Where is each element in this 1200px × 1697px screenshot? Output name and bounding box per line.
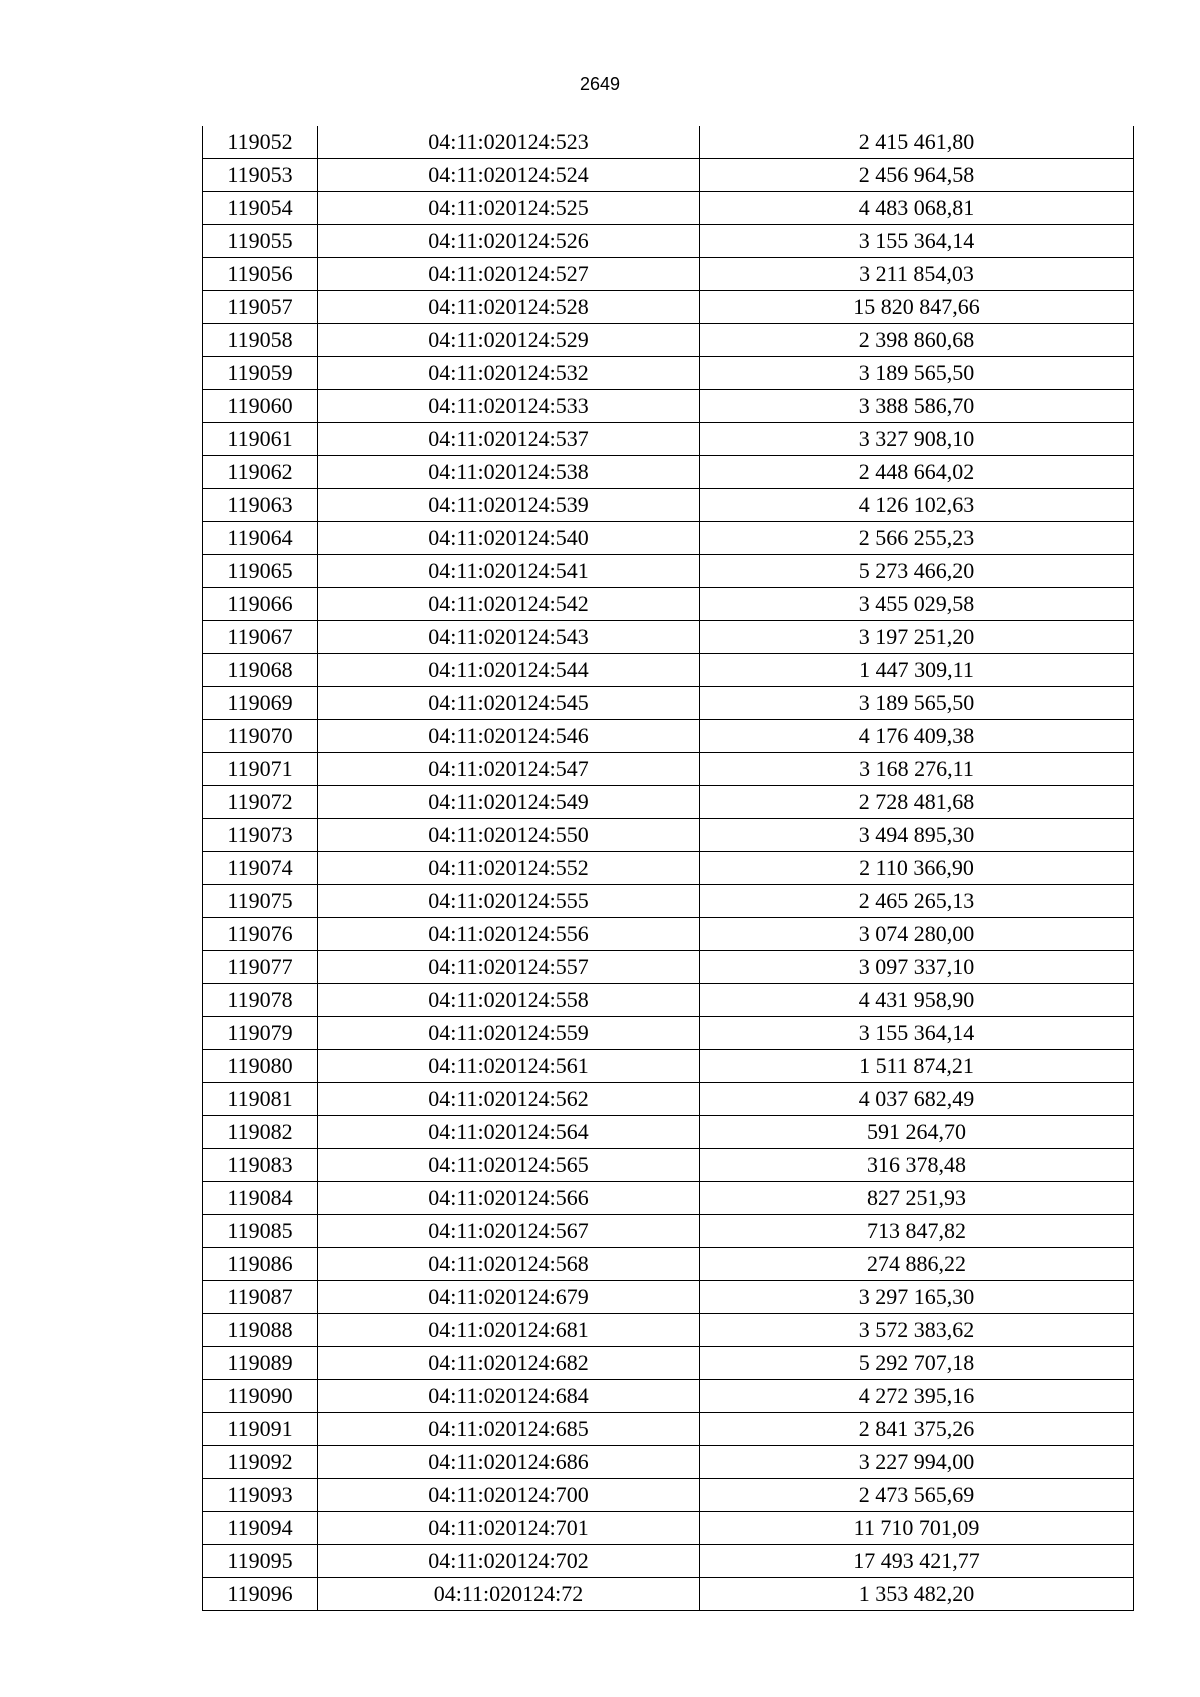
row-number-cell: 119063: [203, 489, 318, 522]
value-cell: 591 264,70: [700, 1116, 1134, 1149]
cadastral-number-cell: 04:11:020124:564: [318, 1116, 700, 1149]
row-number-cell: 119079: [203, 1017, 318, 1050]
row-number-cell: 119056: [203, 258, 318, 291]
table-row: [203, 1281, 1134, 1314]
row-number-cell: 119092: [203, 1446, 318, 1479]
table-row: [203, 357, 1134, 390]
table-row: [203, 1017, 1134, 1050]
row-number-cell: 119094: [203, 1512, 318, 1545]
value-cell: 3 327 908,10: [700, 423, 1134, 456]
row-number-cell: 119054: [203, 192, 318, 225]
row-number-cell: 119091: [203, 1413, 318, 1446]
row-number-cell: 119070: [203, 720, 318, 753]
table-row: [203, 489, 1134, 522]
table-row: [203, 984, 1134, 1017]
row-number-cell: 119062: [203, 456, 318, 489]
row-number-cell: 119061: [203, 423, 318, 456]
row-number-cell: 119080: [203, 1050, 318, 1083]
table-row: [203, 819, 1134, 852]
value-cell: 17 493 421,77: [700, 1545, 1134, 1578]
cadastral-number-cell: 04:11:020124:550: [318, 819, 700, 852]
row-number-cell: 119089: [203, 1347, 318, 1380]
cadastral-number-cell: 04:11:020124:527: [318, 258, 700, 291]
cadastral-number-cell: 04:11:020124:537: [318, 423, 700, 456]
cadastral-number-cell: 04:11:020124:544: [318, 654, 700, 687]
row-number-cell: 119074: [203, 852, 318, 885]
cadastral-number-cell: 04:11:020124:558: [318, 984, 700, 1017]
cadastral-number-cell: 04:11:020124:72: [318, 1578, 700, 1611]
cadastral-number-cell: 04:11:020124:555: [318, 885, 700, 918]
value-cell: 4 272 395,16: [700, 1380, 1134, 1413]
table-row: [203, 1413, 1134, 1446]
cadastral-number-cell: 04:11:020124:542: [318, 588, 700, 621]
table-row: [203, 1215, 1134, 1248]
table-row: [203, 720, 1134, 753]
cadastral-number-cell: 04:11:020124:525: [318, 192, 700, 225]
cadastral-number-cell: 04:11:020124:700: [318, 1479, 700, 1512]
value-cell: 274 886,22: [700, 1248, 1134, 1281]
page-number: 2649: [579, 74, 621, 94]
row-number-cell: 119086: [203, 1248, 318, 1281]
value-cell: 1 353 482,20: [700, 1578, 1134, 1611]
value-cell: 2 465 265,13: [700, 885, 1134, 918]
table-row: [203, 291, 1134, 324]
value-cell: 3 074 280,00: [700, 918, 1134, 951]
data-table-container: [202, 126, 1133, 1611]
cadastral-number-cell: 04:11:020124:529: [318, 324, 700, 357]
row-number-cell: 119059: [203, 357, 318, 390]
cadastral-number-cell: 04:11:020124:547: [318, 753, 700, 786]
table-row: [203, 456, 1134, 489]
value-cell: 3 297 165,30: [700, 1281, 1134, 1314]
value-cell: 2 110 366,90: [700, 852, 1134, 885]
row-number-cell: 119087: [203, 1281, 318, 1314]
row-number-cell: 119065: [203, 555, 318, 588]
row-number-cell: 119064: [203, 522, 318, 555]
table-row: [203, 555, 1134, 588]
row-number-cell: 119068: [203, 654, 318, 687]
value-cell: 2 566 255,23: [700, 522, 1134, 555]
cadastral-number-cell: 04:11:020124:539: [318, 489, 700, 522]
cadastral-number-cell: 04:11:020124:566: [318, 1182, 700, 1215]
row-number-cell: 119073: [203, 819, 318, 852]
cadastral-number-cell: 04:11:020124:532: [318, 357, 700, 390]
table-row: [203, 1149, 1134, 1182]
table-row: [203, 1512, 1134, 1545]
table-row: [203, 1116, 1134, 1149]
cadastral-number-cell: 04:11:020124:533: [318, 390, 700, 423]
table-row: [203, 192, 1134, 225]
value-cell: 4 431 958,90: [700, 984, 1134, 1017]
cadastral-number-cell: 04:11:020124:524: [318, 159, 700, 192]
value-cell: 1 447 309,11: [700, 654, 1134, 687]
row-number-cell: 119093: [203, 1479, 318, 1512]
table-row: [203, 786, 1134, 819]
value-cell: 2 841 375,26: [700, 1413, 1134, 1446]
row-number-cell: 119081: [203, 1083, 318, 1116]
value-cell: 4 176 409,38: [700, 720, 1134, 753]
value-cell: 316 378,48: [700, 1149, 1134, 1182]
table-row: [203, 1248, 1134, 1281]
value-cell: 3 197 251,20: [700, 621, 1134, 654]
cadastral-number-cell: 04:11:020124:681: [318, 1314, 700, 1347]
table-row: [203, 258, 1134, 291]
table-row: [203, 1479, 1134, 1512]
value-cell: 713 847,82: [700, 1215, 1134, 1248]
row-number-cell: 119072: [203, 786, 318, 819]
table-row: [203, 951, 1134, 984]
value-cell: 11 710 701,09: [700, 1512, 1134, 1545]
table-row: [203, 1545, 1134, 1578]
value-cell: 2 448 664,02: [700, 456, 1134, 489]
table-row: [203, 687, 1134, 720]
table-row: [203, 324, 1134, 357]
table-row: [203, 522, 1134, 555]
row-number-cell: 119060: [203, 390, 318, 423]
table-row: [203, 390, 1134, 423]
cadastral-number-cell: 04:11:020124:562: [318, 1083, 700, 1116]
cadastral-number-cell: 04:11:020124:568: [318, 1248, 700, 1281]
table-row: [203, 1182, 1134, 1215]
cadastral-number-cell: 04:11:020124:545: [318, 687, 700, 720]
cadastral-number-cell: 04:11:020124:702: [318, 1545, 700, 1578]
value-cell: 3 189 565,50: [700, 357, 1134, 390]
cadastral-number-cell: 04:11:020124:556: [318, 918, 700, 951]
cadastral-number-cell: 04:11:020124:538: [318, 456, 700, 489]
cadastral-number-cell: 04:11:020124:565: [318, 1149, 700, 1182]
cadastral-number-cell: 04:11:020124:552: [318, 852, 700, 885]
value-cell: 2 473 565,69: [700, 1479, 1134, 1512]
table-row: [203, 852, 1134, 885]
cadastral-number-cell: 04:11:020124:561: [318, 1050, 700, 1083]
value-cell: 3 155 364,14: [700, 1017, 1134, 1050]
row-number-cell: 119076: [203, 918, 318, 951]
cadastral-number-cell: 04:11:020124:540: [318, 522, 700, 555]
value-cell: 3 388 586,70: [700, 390, 1134, 423]
table-row: [203, 753, 1134, 786]
table-row: [203, 1050, 1134, 1083]
cadastral-number-cell: 04:11:020124:701: [318, 1512, 700, 1545]
cadastral-number-cell: 04:11:020124:541: [318, 555, 700, 588]
value-cell: 3 189 565,50: [700, 687, 1134, 720]
value-cell: 1 511 874,21: [700, 1050, 1134, 1083]
cadastral-number-cell: 04:11:020124:528: [318, 291, 700, 324]
row-number-cell: 119090: [203, 1380, 318, 1413]
cadastral-number-cell: 04:11:020124:682: [318, 1347, 700, 1380]
table-row: [203, 1446, 1134, 1479]
table-row: [203, 885, 1134, 918]
cadastral-number-cell: 04:11:020124:567: [318, 1215, 700, 1248]
value-cell: 2 398 860,68: [700, 324, 1134, 357]
value-cell: 3 227 994,00: [700, 1446, 1134, 1479]
table-row: [203, 588, 1134, 621]
row-number-cell: 119057: [203, 291, 318, 324]
value-cell: 3 572 383,62: [700, 1314, 1134, 1347]
row-number-cell: 119088: [203, 1314, 318, 1347]
row-number-cell: 119052: [203, 126, 318, 159]
row-number-cell: 119095: [203, 1545, 318, 1578]
value-cell: 2 415 461,80: [700, 126, 1134, 159]
table-row: [203, 423, 1134, 456]
table-row: [203, 1347, 1134, 1380]
value-cell: 2 728 481,68: [700, 786, 1134, 819]
row-number-cell: 119078: [203, 984, 318, 1017]
row-number-cell: 119071: [203, 753, 318, 786]
row-number-cell: 119067: [203, 621, 318, 654]
table-row: [203, 1083, 1134, 1116]
table-row: [203, 621, 1134, 654]
cadastral-number-cell: 04:11:020124:559: [318, 1017, 700, 1050]
table-row: [203, 159, 1134, 192]
table-row: [203, 1578, 1134, 1611]
row-number-cell: 119082: [203, 1116, 318, 1149]
value-cell: 827 251,93: [700, 1182, 1134, 1215]
row-number-cell: 119096: [203, 1578, 318, 1611]
value-cell: 4 126 102,63: [700, 489, 1134, 522]
cadastral-number-cell: 04:11:020124:685: [318, 1413, 700, 1446]
value-cell: 3 455 029,58: [700, 588, 1134, 621]
cadastral-number-cell: 04:11:020124:526: [318, 225, 700, 258]
cadastral-number-cell: 04:11:020124:523: [318, 126, 700, 159]
row-number-cell: 119069: [203, 687, 318, 720]
value-cell: 5 292 707,18: [700, 1347, 1134, 1380]
cadastral-number-cell: 04:11:020124:546: [318, 720, 700, 753]
cadastral-value-table: [202, 126, 1134, 1611]
row-number-cell: 119085: [203, 1215, 318, 1248]
value-cell: 4 037 682,49: [700, 1083, 1134, 1116]
table-body: [203, 126, 1134, 1611]
value-cell: 2 456 964,58: [700, 159, 1134, 192]
table-row: [203, 1314, 1134, 1347]
cadastral-number-cell: 04:11:020124:557: [318, 951, 700, 984]
table-row: [203, 126, 1134, 159]
cadastral-number-cell: 04:11:020124:684: [318, 1380, 700, 1413]
row-number-cell: 119077: [203, 951, 318, 984]
row-number-cell: 119083: [203, 1149, 318, 1182]
value-cell: 3 211 854,03: [700, 258, 1134, 291]
table-row: [203, 225, 1134, 258]
value-cell: 3 168 276,11: [700, 753, 1134, 786]
value-cell: 5 273 466,20: [700, 555, 1134, 588]
value-cell: 4 483 068,81: [700, 192, 1134, 225]
table-row: [203, 918, 1134, 951]
value-cell: 3 097 337,10: [700, 951, 1134, 984]
row-number-cell: 119058: [203, 324, 318, 357]
cadastral-number-cell: 04:11:020124:543: [318, 621, 700, 654]
row-number-cell: 119084: [203, 1182, 318, 1215]
cadastral-number-cell: 04:11:020124:679: [318, 1281, 700, 1314]
cadastral-number-cell: 04:11:020124:686: [318, 1446, 700, 1479]
value-cell: 3 494 895,30: [700, 819, 1134, 852]
row-number-cell: 119075: [203, 885, 318, 918]
row-number-cell: 119055: [203, 225, 318, 258]
table-row: [203, 1380, 1134, 1413]
row-number-cell: 119053: [203, 159, 318, 192]
value-cell: 15 820 847,66: [700, 291, 1134, 324]
table-row: [203, 654, 1134, 687]
value-cell: 3 155 364,14: [700, 225, 1134, 258]
cadastral-number-cell: 04:11:020124:549: [318, 786, 700, 819]
row-number-cell: 119066: [203, 588, 318, 621]
